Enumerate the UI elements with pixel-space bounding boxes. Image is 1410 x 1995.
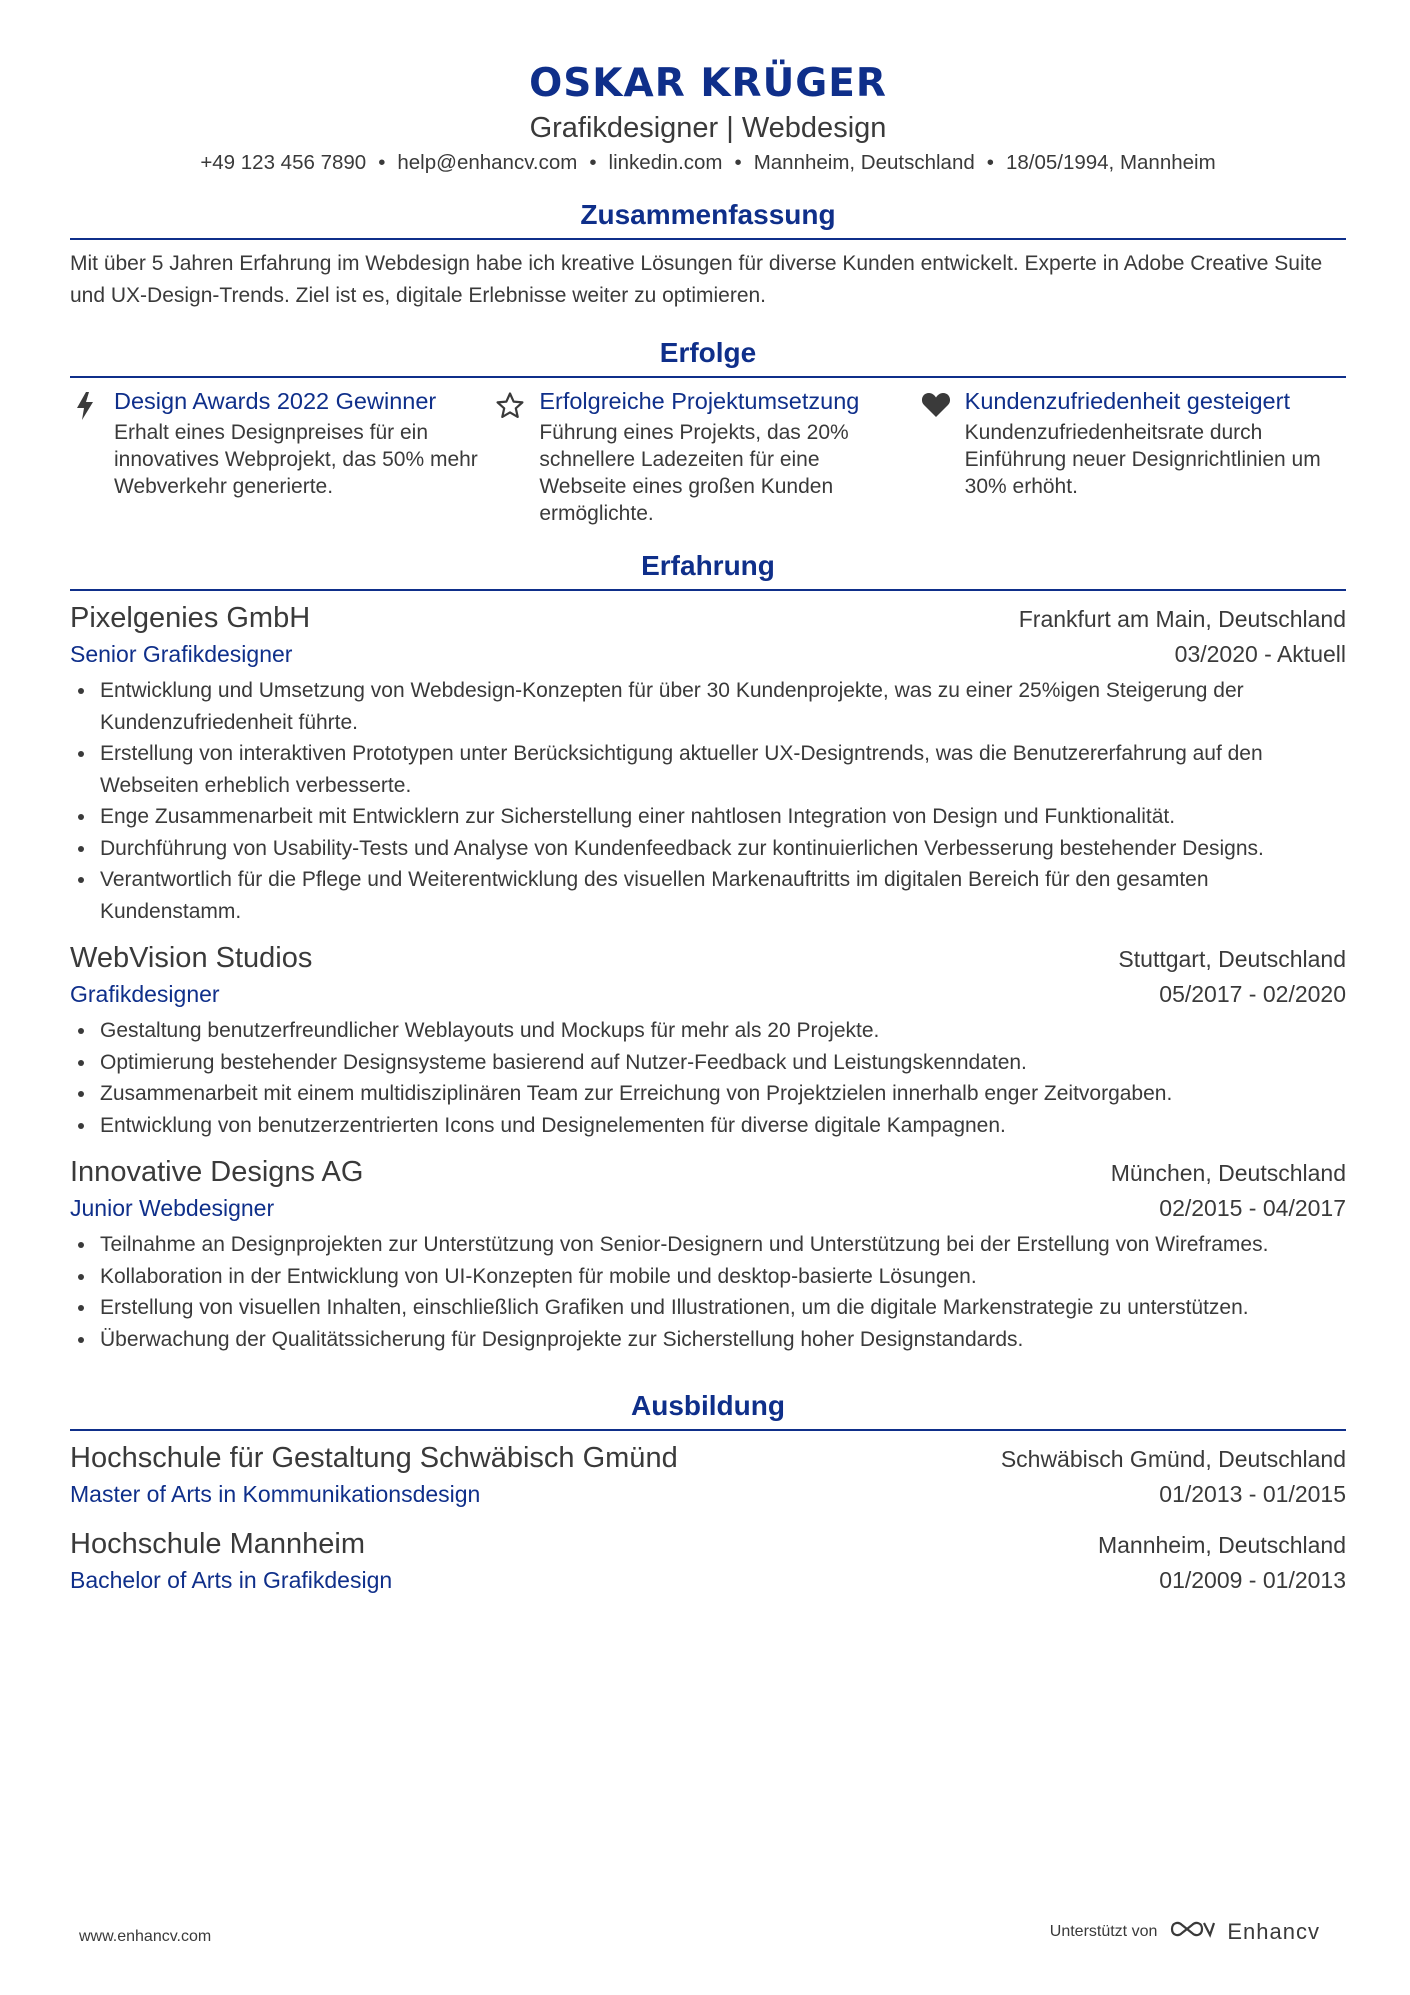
job-role: Grafikdesigner	[70, 981, 220, 1007]
school-name: Hochschule Mannheim	[70, 1528, 365, 1560]
school-name: Hochschule für Gestaltung Schwäbisch Gmünd	[70, 1442, 678, 1474]
school-location: Mannheim, Deutschland	[1097, 1532, 1346, 1558]
job-location: München, Deutschland	[1110, 1160, 1346, 1186]
achievement-item	[921, 386, 1346, 527]
separator-dot: •	[734, 151, 742, 174]
degree: Bachelor of Arts in Grafikdesign	[70, 1567, 393, 1593]
candidate-title: Grafikdesigner | Webdesign	[529, 112, 887, 144]
job-entry	[70, 939, 1346, 1141]
achievement-title: Erfolgreiche Projektumsetzung	[539, 388, 860, 414]
achievement-desc: Führung eines Projekts, das 20% schnellere Ladezeiten für eine Webseite eines großen Kunden ermöglichte.	[539, 421, 849, 525]
list-item: Durchführung von Usability-Tests und Analyse von Kundenfeedback zur kontinuierlichen Verbesserung bestehender Designs.	[100, 833, 1346, 865]
birth-info: 18/05/1994, Mannheim	[1005, 151, 1216, 174]
job-dates: 05/2017 - 02/2020	[1159, 981, 1346, 1007]
location: Mannheim, Deutschland	[753, 151, 975, 174]
achievement-item	[495, 386, 920, 527]
achievement-title: Design Awards 2022 Gewinner	[114, 388, 437, 414]
education-heading: Ausbildung	[70, 1389, 1346, 1431]
job-location: Frankfurt am Main, Deutschland	[1018, 606, 1346, 632]
list-item: Optimierung bestehender Designsysteme basierend auf Nutzer-Feedback und Leistungskenndaten.	[100, 1047, 1346, 1079]
enhancv-logo-icon	[1169, 1918, 1215, 1945]
company-name: Innovative Designs AG	[70, 1156, 364, 1188]
achievement-desc: Kundenzufriedenheitsrate durch Einführung neuer Designrichtlinien um 30% erhöht.	[964, 421, 1321, 498]
job-dates: 03/2020 - Aktuell	[1174, 641, 1346, 667]
company-name: WebVision Studios	[70, 942, 313, 974]
job-dates: 02/2015 - 04/2017	[1159, 1195, 1346, 1221]
list-item: Verantwortlich für die Pflege und Weiterentwicklung des visuellen Markenauftritts im digitalen Bereich für den gesamten Kundenstamm.	[100, 864, 1346, 927]
separator-dot: •	[986, 151, 994, 174]
experience-heading: Erfahrung	[70, 549, 1346, 591]
summary-heading: Zusammenfassung	[70, 198, 1346, 240]
achievement-title: Kundenzufriedenheit gesteigert	[964, 388, 1290, 414]
candidate-name: OSKAR KRÜGER	[529, 61, 887, 106]
school-location: Schwäbisch Gmünd, Deutschland	[1000, 1446, 1346, 1472]
education-entry	[70, 1439, 1346, 1511]
list-item: Entwicklung und Umsetzung von Webdesign-Konzepten für über 30 Kundenprojekte, was zu einer 25%igen Steigerung der Kundenzufriedenheit führte.	[100, 675, 1346, 738]
achievements-heading: Erfolge	[70, 336, 1346, 378]
education-entry	[70, 1525, 1346, 1597]
star-icon	[495, 386, 525, 527]
bolt-icon	[70, 386, 100, 527]
job-location: Stuttgart, Deutschland	[1118, 946, 1346, 972]
heart-icon	[921, 386, 951, 527]
list-item: Enge Zusammenarbeit mit Entwicklern zur Sicherstellung einer nahtlosen Integration von Design und Funktionalität.	[100, 801, 1346, 833]
footer-website-link[interactable]: www.enhancv.com	[79, 1928, 212, 1945]
list-item: Überwachung der Qualitätssicherung für Designprojekte zur Sicherstellung hoher Designstandards.	[100, 1324, 1346, 1356]
footer-branding	[1050, 1918, 1320, 1945]
list-item: Erstellung von interaktiven Prototypen unter Berücksichtigung aktueller UX-Designtrends, was die Benutzererfahrung auf den Webseiten erheblich verbesserte.	[100, 738, 1346, 801]
separator-dot: •	[378, 151, 386, 174]
list-item: Entwicklung von benutzerzentrierten Icons und Designelementen für diverse digitale Kampagnen.	[100, 1110, 1346, 1142]
linkedin-link[interactable]: linkedin.com	[608, 151, 723, 174]
list-item: Teilnahme an Designprojekten zur Unterstützung von Senior-Designern und Unterstützung bei der Erstellung von Wireframes.	[100, 1229, 1346, 1261]
achievement-item	[70, 386, 495, 527]
list-item: Kollaboration in der Entwicklung von UI-Konzepten für mobile und desktop-basierte Lösungen.	[100, 1261, 1346, 1293]
powered-by-label: Unterstützt von	[1049, 1922, 1158, 1940]
achievements-section	[70, 336, 1346, 527]
job-role: Senior Grafikdesigner	[70, 641, 293, 667]
job-entry	[70, 1153, 1346, 1355]
summary-text: Mit über 5 Jahren Erfahrung im Webdesign habe ich kreative Lösungen für diverse Kunden entwickelt. Experte in Adobe Creative Suite und UX-Design-Trends. Ziel ist es, digitale Erlebnisse weiter zu optimieren.	[70, 252, 1323, 307]
education-dates: 01/2009 - 01/2013	[1159, 1567, 1346, 1593]
separator-dot: •	[589, 151, 597, 174]
summary-section	[70, 198, 1346, 312]
degree: Master of Arts in Kommunikationsdesign	[70, 1481, 481, 1507]
experience-section	[70, 549, 1346, 1355]
list-item: Zusammenarbeit mit einem multidisziplinären Team zur Erreichung von Projektzielen innerhalb enger Zeitvorgaben.	[100, 1078, 1346, 1110]
list-item: Gestaltung benutzerfreundlicher Weblayouts und Mockups für mehr als 20 Projekte.	[100, 1015, 1346, 1047]
list-item: Erstellung von visuellen Inhalten, einschließlich Grafiken und Illustrationen, um die digitale Markenstrategie zu unterstützen.	[100, 1292, 1346, 1324]
achievements-list	[70, 386, 1346, 527]
email-link[interactable]: help@enhancv.com	[397, 151, 578, 174]
achievement-desc: Erhalt eines Designpreises für ein innovatives Webprojekt, das 50% mehr Webverkehr generierte.	[114, 421, 478, 498]
phone: +49 123 456 7890	[200, 151, 367, 174]
job-bullets	[70, 1015, 1346, 1141]
resume-page	[70, 60, 1346, 1597]
job-entry	[70, 599, 1346, 927]
company-name: Pixelgenies GmbH	[70, 602, 311, 634]
job-bullets	[70, 1229, 1346, 1355]
brand-name: Enhancv	[1227, 1918, 1320, 1944]
job-role: Junior Webdesigner	[70, 1195, 275, 1221]
job-bullets	[70, 675, 1346, 927]
education-section	[70, 1389, 1346, 1597]
contact-line	[70, 150, 1346, 176]
education-dates: 01/2013 - 01/2015	[1159, 1481, 1346, 1507]
